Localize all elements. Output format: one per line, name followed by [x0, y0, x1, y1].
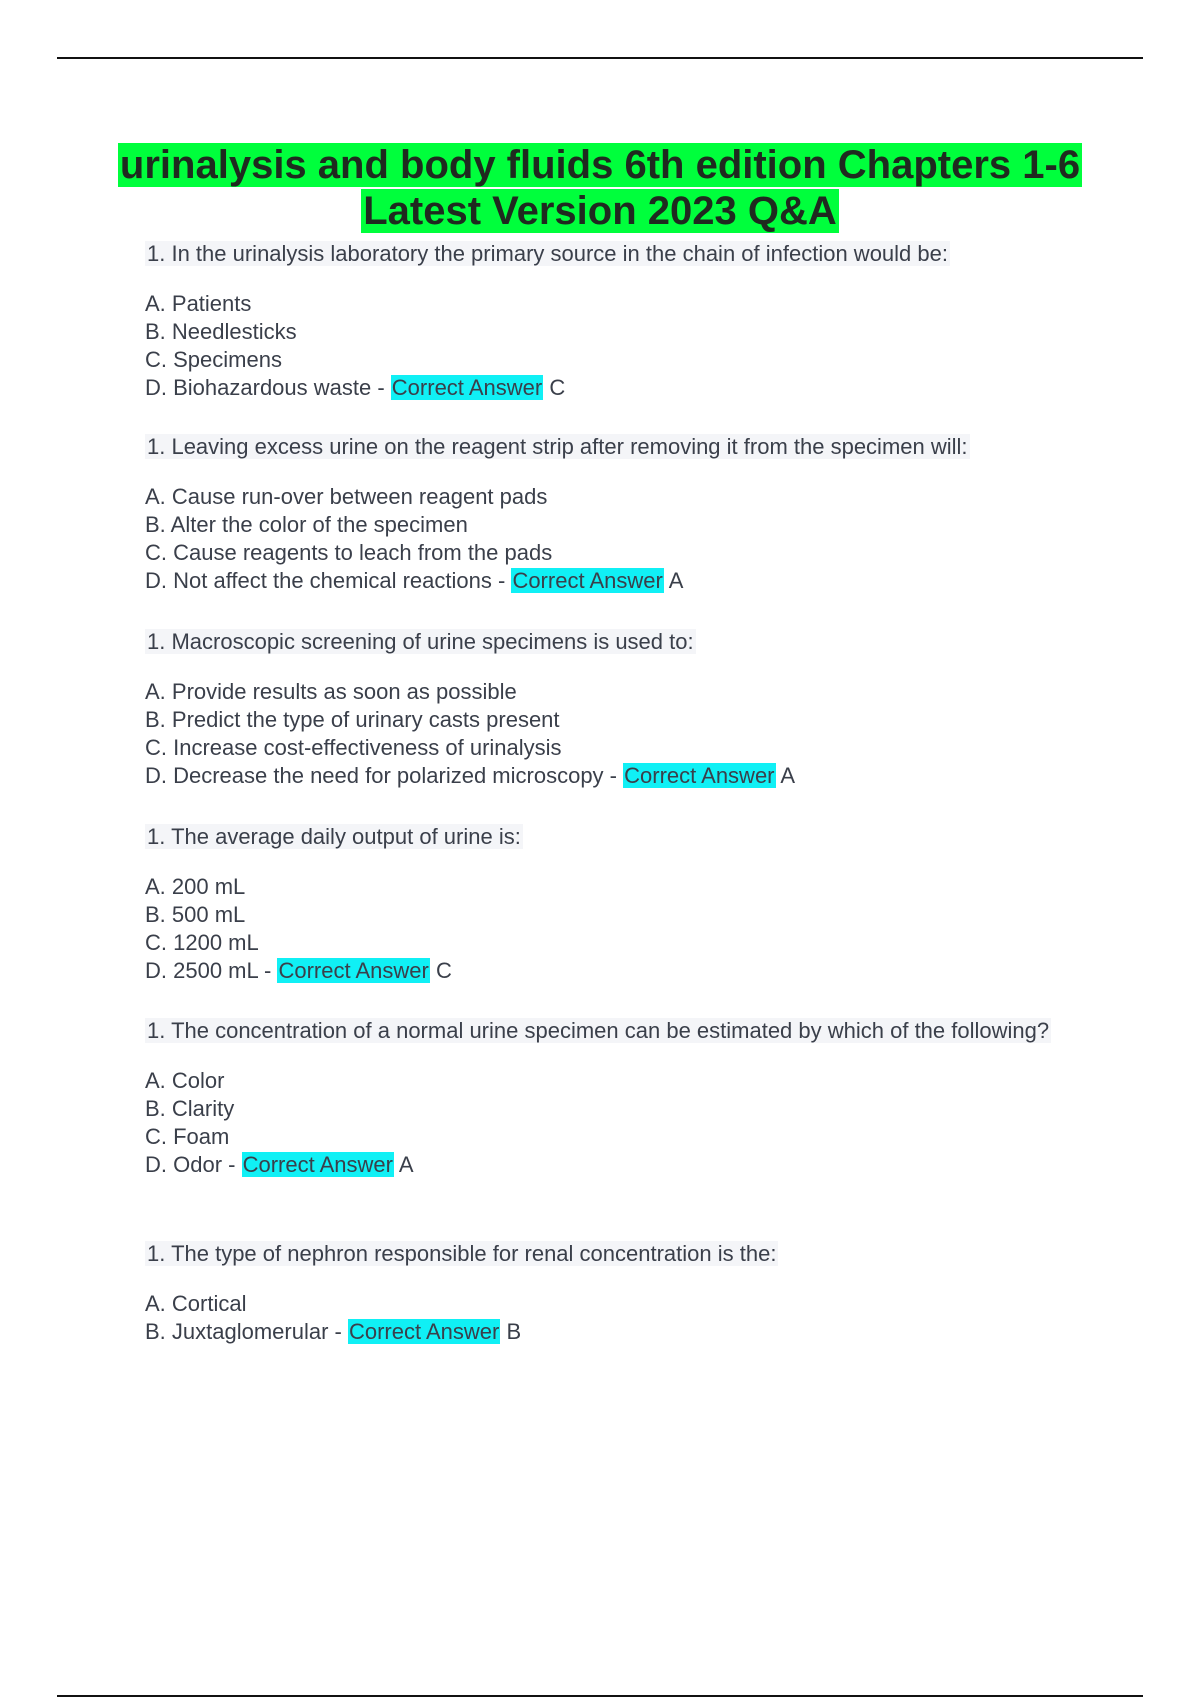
question-text: 1. Macroscopic screening of urine specimens is used to: — [147, 629, 694, 654]
option: B. 500 mL — [145, 902, 246, 927]
option: B. Clarity — [145, 1096, 235, 1121]
question-text: 1. In the urinalysis laboratory the primary source in the chain of infection would be: — [147, 241, 948, 266]
option: C. Specimens — [145, 347, 282, 372]
correct-answer-label: Correct Answer — [242, 1152, 393, 1177]
option: C. Increase cost-effectiveness of urinalysis — [145, 735, 562, 760]
option: A. Cortical — [145, 1291, 247, 1316]
top-rule — [57, 57, 1143, 59]
bottom-rule — [57, 1695, 1143, 1697]
option: A. Provide results as soon as possible — [145, 679, 517, 704]
correct-answer-label: Correct Answer — [512, 568, 663, 593]
question-block-4 — [145, 823, 1065, 985]
correct-answer-value: A — [398, 1152, 414, 1177]
question-text: 1. The type of nephron responsible for renal concentration is the: — [147, 1241, 777, 1266]
correct-answer-label: Correct Answer — [278, 958, 429, 983]
correct-answer-label: Correct Answer — [624, 763, 775, 788]
option: C. Cause reagents to leach from the pads — [145, 540, 553, 565]
document-title-text: urinalysis and body fluids 6th edition Chapters 1-6 Latest Version 2023 Q&A — [119, 143, 1081, 233]
correct-answer-value: C — [549, 375, 566, 400]
option: B. Alter the color of the specimen — [145, 512, 468, 537]
correct-answer-value: A — [780, 763, 796, 788]
option: B. Needlesticks — [145, 319, 297, 344]
question-text: 1. The average daily output of urine is: — [147, 824, 521, 849]
document-title — [100, 142, 1100, 234]
option-with-answer: D. Biohazardous waste - Correct Answer C — [145, 375, 566, 400]
option: A. Cause run-over between reagent pads — [145, 484, 548, 509]
correct-answer-label: Correct Answer — [391, 375, 543, 400]
option-with-answer: D. 2500 mL - Correct Answer C — [145, 958, 452, 983]
question-text: 1. The concentration of a normal urine specimen can be estimated by which of the following? — [147, 1018, 1050, 1043]
option-with-answer: D. Decrease the need for polarized microscopy - Correct Answer A — [145, 763, 796, 788]
question-block-6 — [145, 1240, 1065, 1346]
option: B. Predict the type of urinary casts present — [145, 707, 560, 732]
question-block-1 — [145, 240, 1065, 402]
correct-answer-label: Correct Answer — [348, 1319, 500, 1344]
question-block-3 — [145, 628, 1065, 790]
option: C. Foam — [145, 1124, 230, 1149]
option-with-answer: D. Not affect the chemical reactions - Correct Answer A — [145, 568, 684, 593]
correct-answer-value: A — [668, 568, 684, 593]
option: A. Patients — [145, 291, 252, 316]
question-block-2 — [145, 433, 1065, 595]
option-with-answer: D. Odor - Correct Answer A — [145, 1152, 414, 1177]
correct-answer-value: C — [436, 958, 452, 983]
option: A. Color — [145, 1068, 225, 1093]
option: C. 1200 mL — [145, 930, 259, 955]
question-text: 1. Leaving excess urine on the reagent strip after removing it from the specimen will: — [147, 434, 968, 459]
option: A. 200 mL — [145, 874, 246, 899]
option-with-answer: B. Juxtaglomerular - Correct Answer B — [145, 1319, 522, 1344]
correct-answer-value: B — [506, 1319, 522, 1344]
question-block-5 — [145, 1017, 1065, 1179]
